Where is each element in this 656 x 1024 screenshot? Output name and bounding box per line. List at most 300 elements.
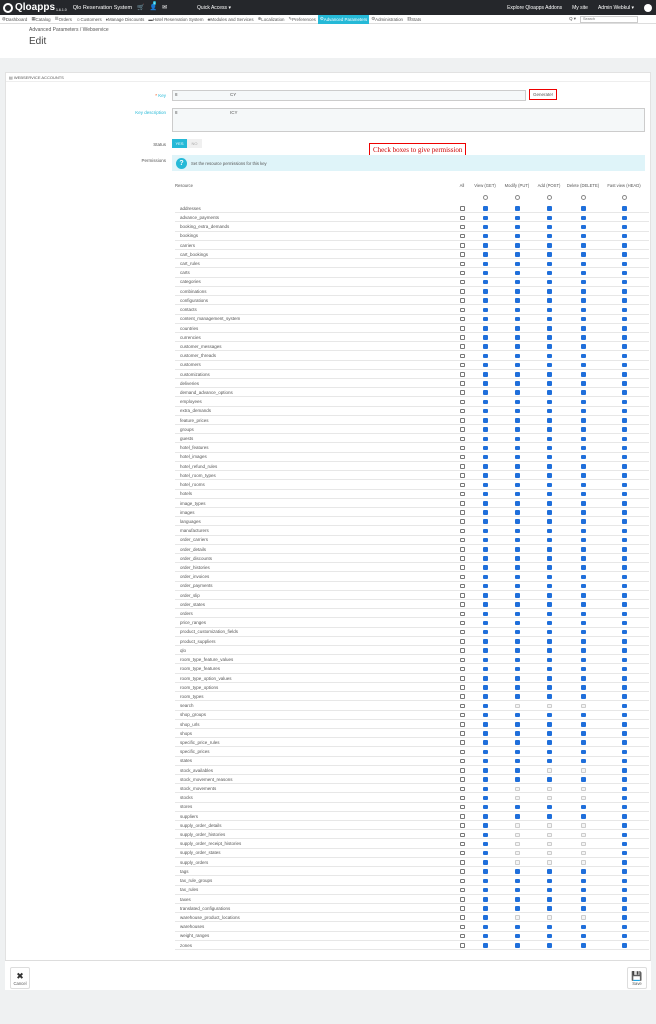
- permission-checkbox[interactable]: [483, 906, 488, 911]
- permission-checkbox[interactable]: [483, 860, 488, 865]
- permission-checkbox[interactable]: [515, 538, 520, 543]
- permission-checkbox[interactable]: [581, 492, 586, 497]
- select-column-radio[interactable]: [622, 195, 627, 200]
- permission-checkbox[interactable]: [515, 473, 520, 478]
- permission-checkbox[interactable]: [581, 381, 586, 386]
- permission-checkbox[interactable]: [622, 612, 627, 617]
- permission-checkbox[interactable]: [515, 658, 520, 663]
- permission-checkbox[interactable]: [460, 805, 465, 810]
- permission-checkbox[interactable]: [515, 667, 520, 672]
- permission-checkbox[interactable]: [547, 234, 552, 239]
- permission-checkbox[interactable]: [547, 842, 552, 847]
- permission-checkbox[interactable]: [547, 731, 552, 736]
- permission-checkbox[interactable]: [622, 630, 627, 635]
- key-description-input[interactable]: 8 ICY: [172, 108, 645, 132]
- permission-checkbox[interactable]: [460, 814, 465, 819]
- permission-checkbox[interactable]: [460, 787, 465, 792]
- permission-checkbox[interactable]: [622, 879, 627, 884]
- status-no-option[interactable]: NO: [187, 139, 202, 148]
- permission-checkbox[interactable]: [460, 216, 465, 221]
- permission-checkbox[interactable]: [483, 225, 488, 230]
- permission-checkbox[interactable]: [515, 206, 520, 211]
- select-column-radio[interactable]: [515, 195, 520, 200]
- permission-checkbox[interactable]: [515, 740, 520, 745]
- permission-checkbox[interactable]: [483, 648, 488, 653]
- permission-checkbox[interactable]: [622, 639, 627, 644]
- permission-checkbox[interactable]: [460, 473, 465, 478]
- permission-checkbox[interactable]: [581, 658, 586, 663]
- permission-checkbox[interactable]: [515, 713, 520, 718]
- permission-checkbox[interactable]: [547, 216, 552, 221]
- permission-checkbox[interactable]: [483, 317, 488, 322]
- permission-checkbox[interactable]: [515, 400, 520, 405]
- permission-checkbox[interactable]: [483, 234, 488, 239]
- permission-checkbox[interactable]: [547, 243, 552, 248]
- permission-checkbox[interactable]: [515, 446, 520, 451]
- permission-checkbox[interactable]: [581, 897, 586, 902]
- permission-checkbox[interactable]: [515, 326, 520, 331]
- permission-checkbox[interactable]: [622, 409, 627, 414]
- permission-checkbox[interactable]: [622, 565, 627, 570]
- permission-checkbox[interactable]: [515, 833, 520, 838]
- permission-checkbox[interactable]: [483, 556, 488, 561]
- permission-checkbox[interactable]: [581, 501, 586, 506]
- permission-checkbox[interactable]: [581, 612, 586, 617]
- permission-checkbox[interactable]: [515, 225, 520, 230]
- permission-checkbox[interactable]: [581, 777, 586, 782]
- permission-checkbox[interactable]: [547, 722, 552, 727]
- permission-checkbox[interactable]: [515, 612, 520, 617]
- permission-checkbox[interactable]: [547, 713, 552, 718]
- permission-checkbox[interactable]: [460, 897, 465, 902]
- permission-checkbox[interactable]: [547, 308, 552, 313]
- permission-checkbox[interactable]: [581, 437, 586, 442]
- permission-checkbox[interactable]: [515, 759, 520, 764]
- permission-checkbox[interactable]: [460, 437, 465, 442]
- permission-checkbox[interactable]: [581, 464, 586, 469]
- permission-checkbox[interactable]: [581, 556, 586, 561]
- permission-checkbox[interactable]: [460, 298, 465, 303]
- permission-checkbox[interactable]: [622, 308, 627, 313]
- permission-checkbox[interactable]: [622, 842, 627, 847]
- permission-checkbox[interactable]: [581, 565, 586, 570]
- my-site-link[interactable]: My site: [572, 4, 588, 11]
- permission-checkbox[interactable]: [622, 584, 627, 589]
- admin-menu[interactable]: Admin Webkul ▾: [597, 4, 634, 11]
- permission-checkbox[interactable]: [483, 372, 488, 377]
- permission-checkbox[interactable]: [622, 648, 627, 653]
- permission-checkbox[interactable]: [460, 685, 465, 690]
- permission-checkbox[interactable]: [547, 344, 552, 349]
- permission-checkbox[interactable]: [515, 234, 520, 239]
- permission-checkbox[interactable]: [547, 492, 552, 497]
- permission-checkbox[interactable]: [460, 556, 465, 561]
- permission-checkbox[interactable]: [483, 280, 488, 285]
- permission-checkbox[interactable]: [460, 704, 465, 709]
- menu-item-dashboard[interactable]: [0, 15, 29, 24]
- permission-checkbox[interactable]: [622, 740, 627, 745]
- permission-checkbox[interactable]: [581, 621, 586, 626]
- permission-checkbox[interactable]: [460, 575, 465, 580]
- permission-checkbox[interactable]: [622, 556, 627, 561]
- permission-checkbox[interactable]: [622, 427, 627, 432]
- permission-checkbox[interactable]: [547, 621, 552, 626]
- permission-checkbox[interactable]: [622, 906, 627, 911]
- permission-checkbox[interactable]: [460, 823, 465, 828]
- search-scope-dropdown[interactable]: Q ▾: [569, 16, 576, 21]
- permission-checkbox[interactable]: [581, 648, 586, 653]
- permission-checkbox[interactable]: [483, 271, 488, 276]
- permission-checkbox[interactable]: [547, 418, 552, 423]
- permission-checkbox[interactable]: [622, 492, 627, 497]
- permission-checkbox[interactable]: [581, 750, 586, 755]
- permission-checkbox[interactable]: [547, 575, 552, 580]
- permission-checkbox[interactable]: [460, 621, 465, 626]
- permission-checkbox[interactable]: [460, 768, 465, 773]
- permission-checkbox[interactable]: [547, 906, 552, 911]
- permission-checkbox[interactable]: [515, 879, 520, 884]
- permission-checkbox[interactable]: [483, 676, 488, 681]
- permission-checkbox[interactable]: [460, 381, 465, 386]
- permission-checkbox[interactable]: [547, 225, 552, 230]
- permission-checkbox[interactable]: [622, 216, 627, 221]
- permission-checkbox[interactable]: [483, 925, 488, 930]
- permission-checkbox[interactable]: [515, 925, 520, 930]
- permission-checkbox[interactable]: [483, 354, 488, 359]
- permission-checkbox[interactable]: [547, 437, 552, 442]
- permission-checkbox[interactable]: [515, 906, 520, 911]
- permission-checkbox[interactable]: [515, 676, 520, 681]
- permission-checkbox[interactable]: [622, 437, 627, 442]
- permission-checkbox[interactable]: [483, 897, 488, 902]
- permission-checkbox[interactable]: [515, 437, 520, 442]
- permission-checkbox[interactable]: [460, 326, 465, 331]
- permission-checkbox[interactable]: [460, 667, 465, 672]
- permission-checkbox[interactable]: [460, 842, 465, 847]
- permission-checkbox[interactable]: [622, 943, 627, 948]
- menu-item-localization[interactable]: [256, 15, 287, 24]
- permission-checkbox[interactable]: [622, 888, 627, 893]
- permission-checkbox[interactable]: [622, 704, 627, 709]
- permission-checkbox[interactable]: [515, 409, 520, 414]
- permission-checkbox[interactable]: [460, 915, 465, 920]
- permission-checkbox[interactable]: [483, 427, 488, 432]
- permission-checkbox[interactable]: [547, 565, 552, 570]
- permission-checkbox[interactable]: [581, 206, 586, 211]
- permission-checkbox[interactable]: [515, 934, 520, 939]
- permission-checkbox[interactable]: [460, 796, 465, 801]
- permission-checkbox[interactable]: [515, 464, 520, 469]
- permission-checkbox[interactable]: [460, 501, 465, 506]
- permission-checkbox[interactable]: [547, 639, 552, 644]
- permission-checkbox[interactable]: [460, 602, 465, 607]
- permission-checkbox[interactable]: [460, 750, 465, 755]
- permission-checkbox[interactable]: [547, 427, 552, 432]
- permission-checkbox[interactable]: [622, 823, 627, 828]
- select-column-radio[interactable]: [581, 195, 586, 200]
- permission-checkbox[interactable]: [483, 252, 488, 257]
- permission-checkbox[interactable]: [515, 483, 520, 488]
- permission-checkbox[interactable]: [547, 685, 552, 690]
- permission-checkbox[interactable]: [622, 234, 627, 239]
- permission-checkbox[interactable]: [622, 833, 627, 838]
- status-yes-option[interactable]: YES: [172, 139, 187, 148]
- permission-checkbox[interactable]: [483, 888, 488, 893]
- permission-checkbox[interactable]: [622, 354, 627, 359]
- permission-checkbox[interactable]: [622, 363, 627, 368]
- permission-checkbox[interactable]: [460, 400, 465, 405]
- permission-checkbox[interactable]: [515, 492, 520, 497]
- permission-checkbox[interactable]: [622, 759, 627, 764]
- permission-checkbox[interactable]: [581, 519, 586, 524]
- permission-checkbox[interactable]: [581, 400, 586, 405]
- permission-checkbox[interactable]: [460, 262, 465, 267]
- permission-checkbox[interactable]: [483, 584, 488, 589]
- permission-checkbox[interactable]: [515, 418, 520, 423]
- permission-checkbox[interactable]: [581, 317, 586, 322]
- permission-checkbox[interactable]: [622, 473, 627, 478]
- permission-checkbox[interactable]: [460, 492, 465, 497]
- permission-checkbox[interactable]: [515, 621, 520, 626]
- permission-checkbox[interactable]: [460, 547, 465, 552]
- permission-checkbox[interactable]: [622, 897, 627, 902]
- permission-checkbox[interactable]: [460, 317, 465, 322]
- permission-checkbox[interactable]: [515, 298, 520, 303]
- menu-item-preferences[interactable]: [286, 15, 317, 24]
- permission-checkbox[interactable]: [547, 814, 552, 819]
- permission-checkbox[interactable]: [483, 473, 488, 478]
- permission-checkbox[interactable]: [581, 888, 586, 893]
- permission-checkbox[interactable]: [460, 363, 465, 368]
- permission-checkbox[interactable]: [483, 344, 488, 349]
- permission-checkbox[interactable]: [483, 400, 488, 405]
- permission-checkbox[interactable]: [581, 372, 586, 377]
- permission-checkbox[interactable]: [460, 879, 465, 884]
- permission-checkbox[interactable]: [460, 344, 465, 349]
- permission-checkbox[interactable]: [581, 455, 586, 460]
- permission-checkbox[interactable]: [515, 510, 520, 515]
- permission-checkbox[interactable]: [515, 372, 520, 377]
- menu-item-manage-discounts[interactable]: [104, 15, 147, 24]
- permission-checkbox[interactable]: [483, 768, 488, 773]
- permission-checkbox[interactable]: [515, 547, 520, 552]
- permission-checkbox[interactable]: [547, 667, 552, 672]
- permission-checkbox[interactable]: [547, 483, 552, 488]
- permission-checkbox[interactable]: [483, 943, 488, 948]
- permission-checkbox[interactable]: [581, 547, 586, 552]
- permission-checkbox[interactable]: [581, 280, 586, 285]
- permission-checkbox[interactable]: [581, 575, 586, 580]
- permission-checkbox[interactable]: [622, 289, 627, 294]
- permission-checkbox[interactable]: [460, 519, 465, 524]
- permission-checkbox[interactable]: [483, 759, 488, 764]
- permission-checkbox[interactable]: [460, 925, 465, 930]
- permission-checkbox[interactable]: [515, 897, 520, 902]
- permission-checkbox[interactable]: [581, 842, 586, 847]
- permission-checkbox[interactable]: [622, 529, 627, 534]
- permission-checkbox[interactable]: [622, 519, 627, 524]
- permission-checkbox[interactable]: [622, 418, 627, 423]
- permission-checkbox[interactable]: [515, 805, 520, 810]
- permission-checkbox[interactable]: [547, 501, 552, 506]
- breadcrumb[interactable]: Advanced Parameters / Webservice: [29, 27, 109, 33]
- permission-checkbox[interactable]: [483, 639, 488, 644]
- permission-checkbox[interactable]: [515, 630, 520, 635]
- permission-checkbox[interactable]: [622, 446, 627, 451]
- cancel-button[interactable]: [10, 967, 30, 989]
- permission-checkbox[interactable]: [483, 796, 488, 801]
- permission-checkbox[interactable]: [547, 796, 552, 801]
- permission-checkbox[interactable]: [460, 455, 465, 460]
- permission-checkbox[interactable]: [547, 538, 552, 543]
- permission-checkbox[interactable]: [515, 308, 520, 313]
- permission-checkbox[interactable]: [622, 510, 627, 515]
- permission-checkbox[interactable]: [622, 787, 627, 792]
- permission-checkbox[interactable]: [581, 630, 586, 635]
- user-notification-icon[interactable]: 👤 1: [149, 1, 158, 11]
- permission-checkbox[interactable]: [547, 833, 552, 838]
- permission-checkbox[interactable]: [483, 547, 488, 552]
- permission-checkbox[interactable]: [547, 694, 552, 699]
- permission-checkbox[interactable]: [581, 851, 586, 856]
- permission-checkbox[interactable]: [483, 326, 488, 331]
- permission-checkbox[interactable]: [515, 915, 520, 920]
- permission-checkbox[interactable]: [483, 308, 488, 313]
- permission-checkbox[interactable]: [460, 860, 465, 865]
- permission-checkbox[interactable]: [515, 529, 520, 534]
- permission-checkbox[interactable]: [547, 206, 552, 211]
- permission-checkbox[interactable]: [515, 317, 520, 322]
- permission-checkbox[interactable]: [483, 612, 488, 617]
- permission-checkbox[interactable]: [547, 943, 552, 948]
- permission-checkbox[interactable]: [547, 593, 552, 598]
- permission-checkbox[interactable]: [515, 243, 520, 248]
- permission-checkbox[interactable]: [460, 943, 465, 948]
- permission-checkbox[interactable]: [547, 280, 552, 285]
- permission-checkbox[interactable]: [581, 740, 586, 745]
- permission-checkbox[interactable]: [460, 483, 465, 488]
- permission-checkbox[interactable]: [460, 243, 465, 248]
- permission-checkbox[interactable]: [515, 602, 520, 607]
- permission-checkbox[interactable]: [581, 759, 586, 764]
- permission-checkbox[interactable]: [515, 575, 520, 580]
- permission-checkbox[interactable]: [581, 363, 586, 368]
- permission-checkbox[interactable]: [547, 897, 552, 902]
- permission-checkbox[interactable]: [547, 823, 552, 828]
- permission-checkbox[interactable]: [581, 262, 586, 267]
- permission-checkbox[interactable]: [581, 787, 586, 792]
- permission-checkbox[interactable]: [483, 501, 488, 506]
- permission-checkbox[interactable]: [547, 879, 552, 884]
- permission-checkbox[interactable]: [581, 409, 586, 414]
- permission-checkbox[interactable]: [483, 621, 488, 626]
- permission-checkbox[interactable]: [483, 575, 488, 580]
- select-column-radio[interactable]: [483, 195, 488, 200]
- permission-checkbox[interactable]: [622, 326, 627, 331]
- permission-checkbox[interactable]: [622, 538, 627, 543]
- permission-checkbox[interactable]: [515, 271, 520, 276]
- permission-checkbox[interactable]: [483, 787, 488, 792]
- message-icon[interactable]: ✉: [162, 5, 168, 11]
- permission-checkbox[interactable]: [622, 298, 627, 303]
- permission-checkbox[interactable]: [483, 694, 488, 699]
- permission-checkbox[interactable]: [483, 704, 488, 709]
- permission-checkbox[interactable]: [460, 446, 465, 451]
- save-button[interactable]: [627, 967, 647, 989]
- permission-checkbox[interactable]: [547, 602, 552, 607]
- permission-checkbox[interactable]: [547, 529, 552, 534]
- quick-access-menu[interactable]: Quick Access ▾: [197, 4, 231, 11]
- permission-checkbox[interactable]: [581, 298, 586, 303]
- permission-checkbox[interactable]: [515, 344, 520, 349]
- permission-checkbox[interactable]: [483, 464, 488, 469]
- permission-checkbox[interactable]: [581, 694, 586, 699]
- permission-checkbox[interactable]: [515, 565, 520, 570]
- permission-checkbox[interactable]: [515, 750, 520, 755]
- permission-checkbox[interactable]: [547, 759, 552, 764]
- permission-checkbox[interactable]: [515, 722, 520, 727]
- permission-checkbox[interactable]: [515, 216, 520, 221]
- permission-checkbox[interactable]: [483, 289, 488, 294]
- permission-checkbox[interactable]: [483, 823, 488, 828]
- permission-checkbox[interactable]: [622, 694, 627, 699]
- permission-checkbox[interactable]: [622, 372, 627, 377]
- permission-checkbox[interactable]: [547, 381, 552, 386]
- permission-checkbox[interactable]: [622, 658, 627, 663]
- permission-checkbox[interactable]: [622, 925, 627, 930]
- permission-checkbox[interactable]: [581, 418, 586, 423]
- permission-checkbox[interactable]: [622, 455, 627, 460]
- permission-checkbox[interactable]: [622, 750, 627, 755]
- permission-checkbox[interactable]: [622, 777, 627, 782]
- permission-checkbox[interactable]: [515, 787, 520, 792]
- permission-checkbox[interactable]: [622, 621, 627, 626]
- permission-checkbox[interactable]: [547, 298, 552, 303]
- permission-checkbox[interactable]: [515, 648, 520, 653]
- permission-checkbox[interactable]: [515, 289, 520, 294]
- permission-checkbox[interactable]: [515, 694, 520, 699]
- permission-checkbox[interactable]: [460, 271, 465, 276]
- permission-checkbox[interactable]: [547, 750, 552, 755]
- permission-checkbox[interactable]: [483, 510, 488, 515]
- permission-checkbox[interactable]: [622, 676, 627, 681]
- permission-checkbox[interactable]: [460, 694, 465, 699]
- permission-checkbox[interactable]: [515, 501, 520, 506]
- permission-checkbox[interactable]: [515, 814, 520, 819]
- permission-checkbox[interactable]: [581, 593, 586, 598]
- permission-checkbox[interactable]: [515, 888, 520, 893]
- permission-checkbox[interactable]: [515, 869, 520, 874]
- permission-checkbox[interactable]: [483, 851, 488, 856]
- permission-checkbox[interactable]: [622, 768, 627, 773]
- permission-checkbox[interactable]: [622, 271, 627, 276]
- permission-checkbox[interactable]: [622, 851, 627, 856]
- avatar[interactable]: [644, 4, 652, 12]
- permission-checkbox[interactable]: [547, 547, 552, 552]
- permission-checkbox[interactable]: [622, 344, 627, 349]
- permission-checkbox[interactable]: [547, 363, 552, 368]
- permission-checkbox[interactable]: [547, 455, 552, 460]
- permission-checkbox[interactable]: [483, 869, 488, 874]
- permission-checkbox[interactable]: [460, 225, 465, 230]
- explore-addons-link[interactable]: Explore Qloapps Addons: [507, 4, 563, 11]
- permission-checkbox[interactable]: [622, 575, 627, 580]
- permission-checkbox[interactable]: [483, 667, 488, 672]
- permission-checkbox[interactable]: [515, 363, 520, 368]
- permission-checkbox[interactable]: [581, 934, 586, 939]
- permission-checkbox[interactable]: [547, 860, 552, 865]
- permission-checkbox[interactable]: [483, 483, 488, 488]
